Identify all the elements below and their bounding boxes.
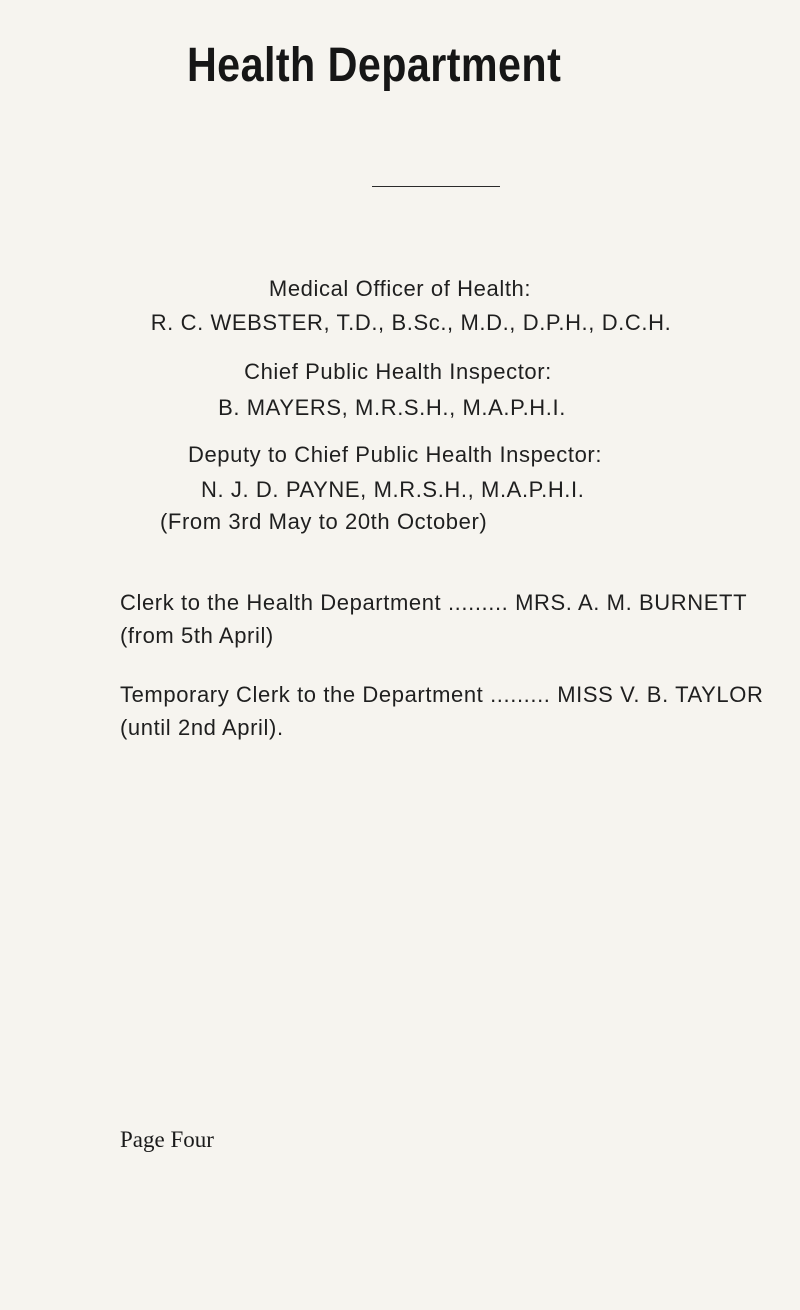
medical-officer-name: R. C. WEBSTER, T.D., B.Sc., M.D., D.P.H., D.C.H.	[150, 310, 672, 335]
medical-officer-label: Medical Officer of Health:	[268, 276, 532, 301]
page-title: Health Department	[186, 39, 562, 92]
deputy-inspector-period: (From 3rd May to 20th October)	[160, 509, 488, 534]
deputy-inspector-label: Deputy to Chief Public Health Inspector:	[187, 442, 603, 467]
temp-clerk-period: (until 2nd April).	[120, 715, 284, 740]
title-divider	[372, 186, 500, 187]
chief-inspector-name: B. MAYERS, M.R.S.H., M.A.P.H.I.	[218, 395, 566, 420]
deputy-inspector-name: N. J. D. PAYNE, M.R.S.H., M.A.P.H.I.	[201, 477, 585, 502]
page-number: Page Four	[120, 1127, 214, 1152]
clerk-period: (from 5th April)	[120, 623, 274, 648]
clerk-line: Clerk to the Health Department ......... MRS. A. M. BURNETT	[120, 590, 748, 615]
chief-inspector-label: Chief Public Health Inspector:	[244, 359, 552, 384]
temp-clerk-line: Temporary Clerk to the Department ......... MISS V. B. TAYLOR	[120, 682, 764, 707]
